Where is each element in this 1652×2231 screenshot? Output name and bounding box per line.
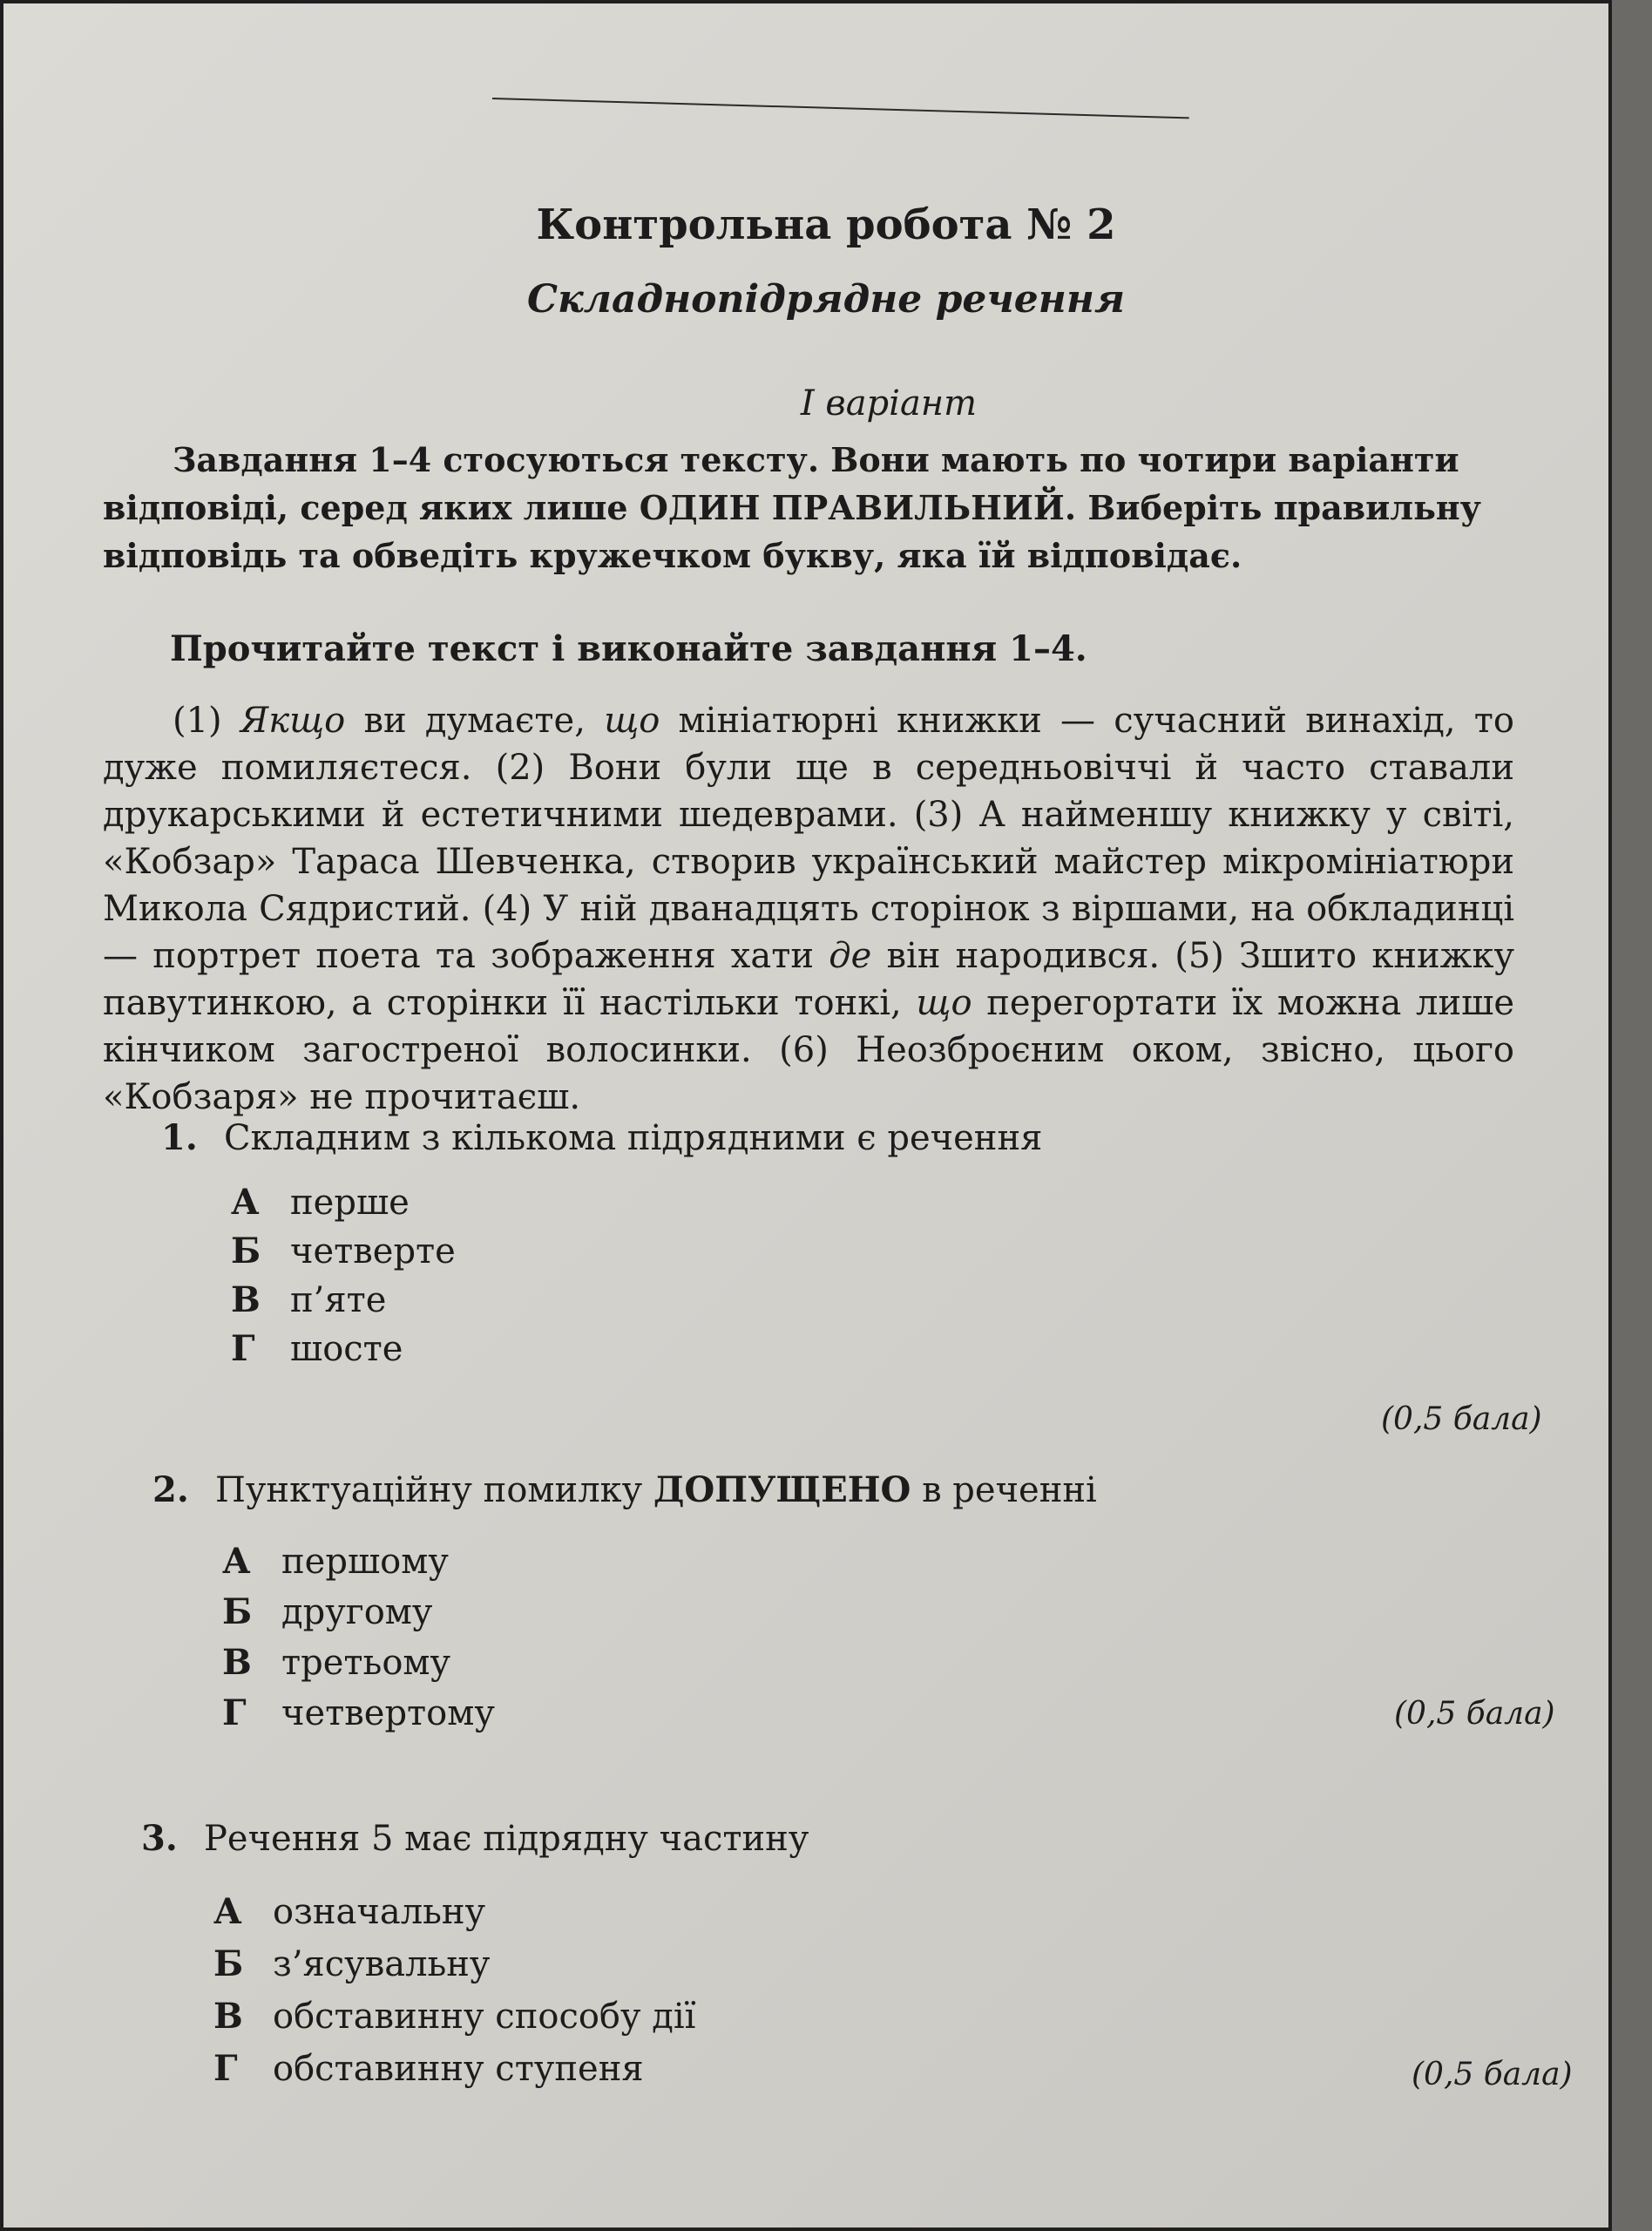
top-divider (492, 98, 1189, 119)
question-2-score: (0,5 бала) (1394, 1696, 1555, 1732)
question-3-option-c[interactable]: В обставинну способу дії (213, 1996, 696, 2037)
question-3-option-b[interactable]: Б з’ясувальну (213, 1943, 491, 1984)
question-3-score: (0,5 бала) (1412, 2057, 1573, 2092)
question-1-option-a[interactable]: А перше (231, 1182, 410, 1223)
question-3-option-a[interactable]: А означальну (213, 1891, 486, 1932)
question-2: 2. Пунктуаційну помилку ДОПУЩЕНО в реченні (152, 1469, 1097, 1510)
question-3: 3. Речення 5 має підрядну частину (141, 1818, 809, 1859)
page-title: Контрольна робота № 2 (536, 200, 1116, 249)
question-2-option-a[interactable]: А першому (222, 1541, 449, 1582)
question-1: 1. Складним з кількома підрядними є речення (161, 1117, 1043, 1158)
question-2-option-d[interactable]: Г четвертому (222, 1692, 495, 1733)
question-2-option-c[interactable]: В третьому (222, 1642, 451, 1683)
question-2-option-b[interactable]: Б другому (222, 1591, 433, 1632)
question-1-option-b[interactable]: Б четверте (231, 1231, 456, 1271)
page-subtitle: Складнопідрядне речення (527, 277, 1125, 322)
question-1-score: (0,5 бала) (1381, 1401, 1542, 1437)
question-3-option-d[interactable]: Г обставинну ступеня (213, 2048, 644, 2089)
reading-text: (1) Якщо ви думаєте, що мініатюрні книжки — сучасний винахід, то дуже помиляєтеся. (2) Вони були ще в середньовіччі й часто ставали друкарськими й естетичними шедеврами. (3) А найменшу книжку у світі, «Кобзар» Тараса Шевченка, створив український майстер мікромініатюри Микола Сядристий. (4) У ній дванадцять сторінок з віршами, на обкладинці — портрет поета та зображення хати де він народився. (5) Зшито книжку павутинкою, а сторінки її настільки тонкі, що перегортати їх можна лише кінчиком загостреної волосинки. (6) Неозброєним оком, звісно, цього «Кобзаря» не прочитаєш. (103, 701, 1514, 1117)
read-instruction: Прочитайте текст і виконайте завдання 1–4. (170, 628, 1087, 669)
variant-label: І варіант (800, 383, 978, 424)
question-1-option-d[interactable]: Г шосте (231, 1328, 403, 1369)
question-1-option-c[interactable]: В п’яте (231, 1279, 387, 1320)
instructions-text: Завдання 1–4 стосуються тексту. Вони мають по чотири варіанти відповіді, серед яких лише ОДИН ПРАВИЛЬНИЙ. Виберіть правильну відповідь та обведіть кружечком букву, яка їй відповідає. (103, 440, 1482, 576)
